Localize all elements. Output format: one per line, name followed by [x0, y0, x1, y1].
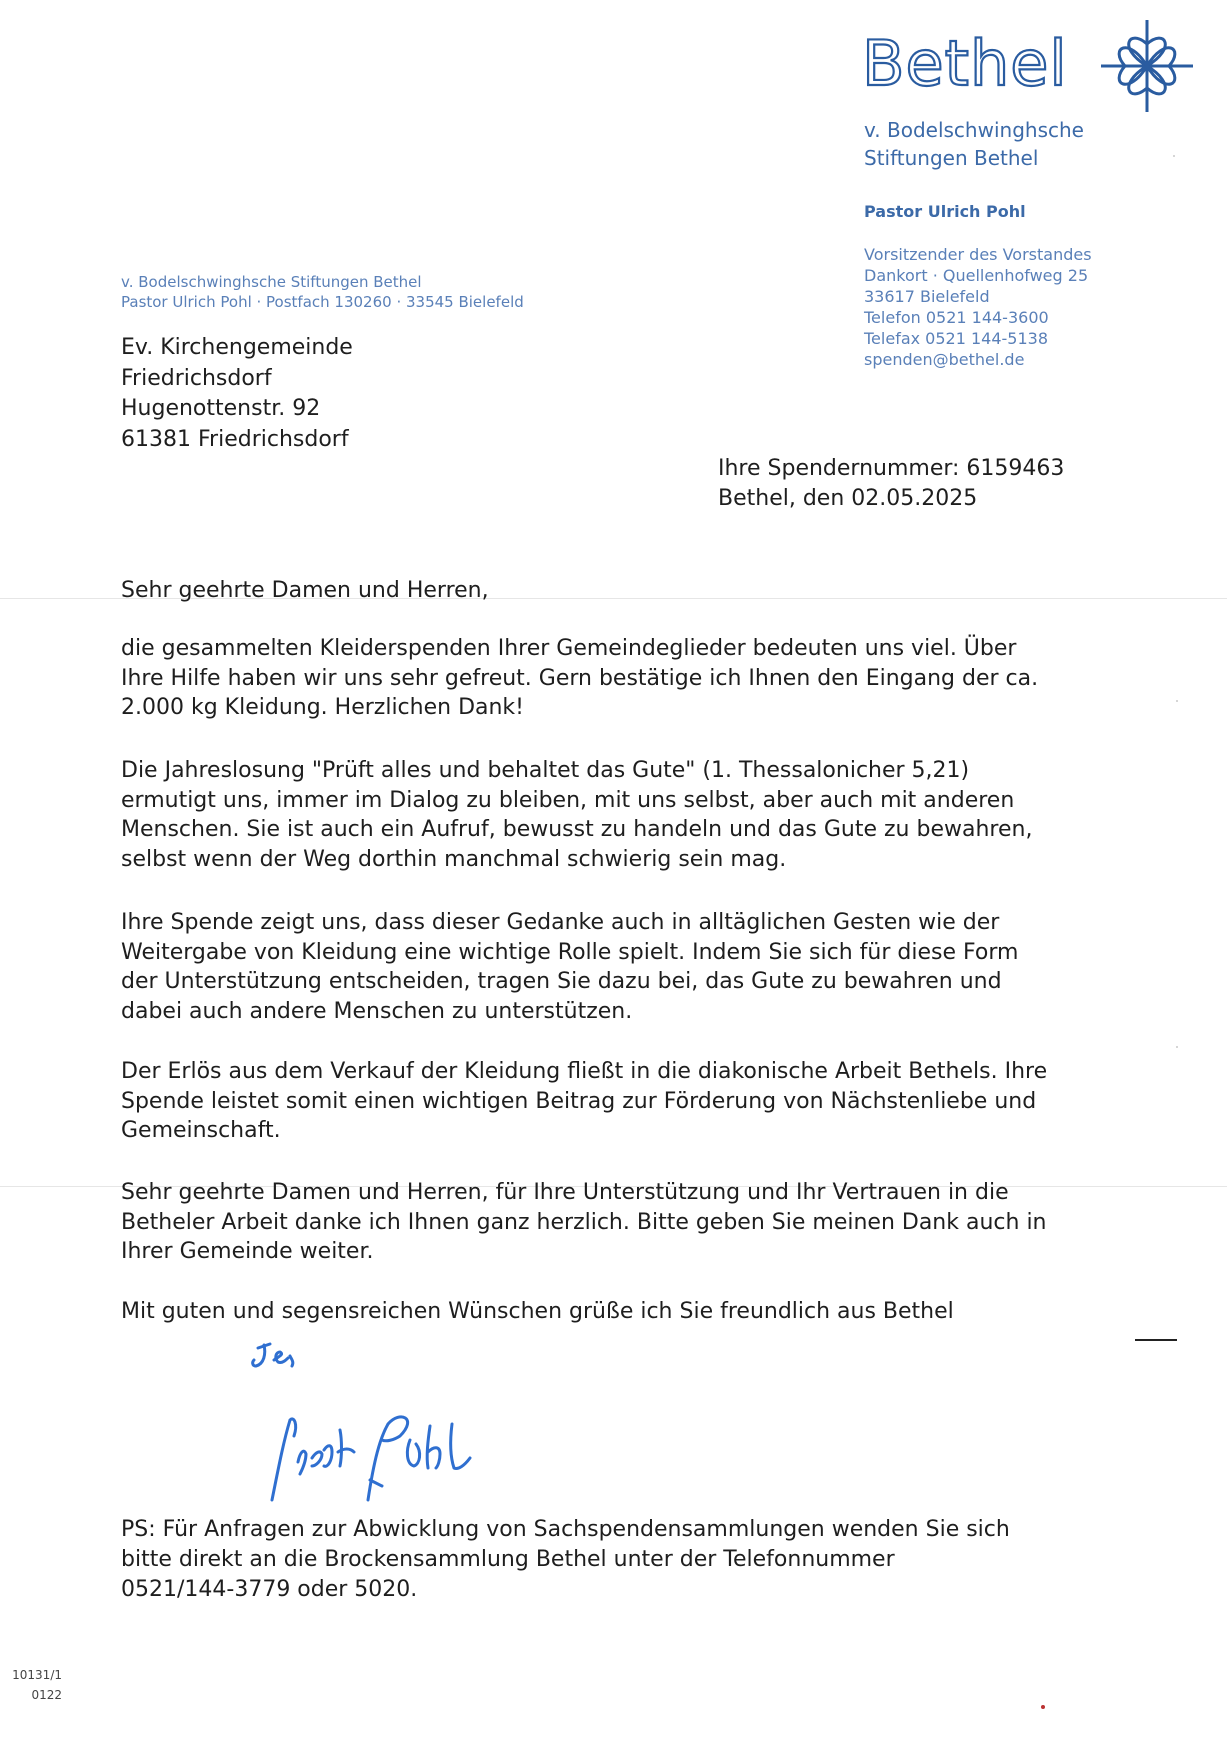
sender-line: Pastor Ulrich Pohl · Postfach 130260 · 33545 Bielefeld [121, 293, 524, 311]
bethel-cross-icon [1099, 18, 1195, 114]
paragraph-line: Betheler Arbeit danke ich Ihnen ganz herzlich. Bitte geben Sie meinen Dank auch in [121, 1209, 1047, 1235]
paragraph-line: Ihre Hilfe haben wir uns sehr gefreut. Gern bestätige ich Ihnen den Eingang der ca. [121, 665, 1039, 691]
postscript-line: 0521/144-3779 oder 5020. [121, 1577, 418, 1602]
paragraph-line: ermutigt uns, immer im Dialog zu bleiben, mit uns selbst, aber auch mit anderen [121, 787, 1015, 813]
paragraph-line: Der Erlös aus dem Verkauf der Kleidung fließt in die diakonische Arbeit Bethels. Ihre [121, 1059, 1048, 1084]
recipient-line: Friedrichsdorf [121, 365, 272, 391]
contact-block [864, 244, 1092, 370]
letter-date: Bethel, den 02.05.2025 [718, 486, 978, 511]
dust-speck [1176, 700, 1178, 702]
paragraph-line: Spende leistet somit einen wichtigen Beitrag zur Förderung von Nächstenliebe und [121, 1088, 1037, 1114]
body-paragraph [121, 756, 1032, 875]
paragraph-line: Ihre Spende zeigt uns, dass dieser Gedanke auch in alltäglichen Gesten wie der [121, 910, 1000, 935]
pastor-name: Pastor Ulrich Pohl [864, 202, 1026, 221]
body-paragraph [121, 634, 1038, 723]
paragraph-line: selbst wenn der Weg dorthin manchmal schwierig sein mag. [121, 847, 787, 873]
sender-line: v. Bodelschwinghsche Stiftungen Bethel [121, 273, 422, 291]
recipient-line: Ev. Kirchengemeinde [121, 335, 353, 360]
organization-name [864, 116, 1084, 172]
paragraph-line: Ihrer Gemeinde weiter. [121, 1239, 374, 1265]
paragraph-line: Menschen. Sie ist auch ein Aufruf, bewusst zu handeln und das Gute zu bewahren, [121, 817, 1033, 843]
ink-speck [1041, 1705, 1045, 1709]
contact-line: 33617 Bielefeld [864, 287, 990, 306]
paragraph-line: Gemeinschaft. [121, 1118, 281, 1144]
fold-mark [1135, 1339, 1177, 1341]
dust-speck [1173, 155, 1175, 157]
logo-wordmark: Bethel [862, 27, 1068, 100]
form-code [8, 1665, 62, 1705]
contact-email: spenden@bethel.de [864, 350, 1025, 369]
org-line: Stiftungen Bethel [864, 146, 1039, 170]
paragraph-line: die gesammelten Kleiderspenden Ihrer Gemeindeglieder bedeuten uns viel. Über [121, 636, 1017, 661]
paragraph-line: der Unterstützung entscheiden, tragen Sie dazu bei, das Gute zu bewahren und [121, 969, 1002, 995]
contact-line: Dankort · Quellenhofweg 25 [864, 266, 1089, 285]
sender-return-address [121, 272, 524, 312]
handwritten-signature [250, 1340, 550, 1520]
paragraph-line: Sehr geehrte Damen und Herren, für Ihre Unterstützung und Ihr Vertrauen in die [121, 1180, 1009, 1205]
paragraph-line: Weitergabe von Kleidung eine wichtige Rolle spielt. Indem Sie sich für diese Form [121, 939, 1019, 965]
recipient-line: 61381 Friedrichsdorf [121, 426, 349, 452]
postscript-line: bitte direkt an die Brockensammlung Bethel unter der Telefonnummer [121, 1547, 895, 1572]
reference-block [718, 454, 1064, 514]
paragraph-line: dabei auch andere Menschen zu unterstützen. [121, 999, 633, 1025]
contact-line: Telefax 0521 144-5138 [864, 329, 1049, 348]
dust-speck [1176, 1046, 1178, 1048]
body-paragraph [121, 1178, 1047, 1267]
form-code-line: 0122 [31, 1688, 62, 1702]
paragraph-line: 2.000 kg Kleidung. Herzlichen Dank! [121, 695, 524, 721]
body-paragraph [121, 1057, 1047, 1146]
recipient-line: Hugenottenstr. 92 [121, 396, 321, 421]
paragraph-line: Die Jahreslosung "Prüft alles und behaltet das Gute" (1. Thessalonicher 5,21) [121, 758, 970, 783]
recipient-address [121, 333, 353, 455]
org-line: v. Bodelschwinghsche [864, 118, 1084, 142]
postscript [121, 1515, 1010, 1605]
salutation: Sehr geehrte Damen und Herren, [121, 578, 489, 603]
contact-line: Telefon 0521 144-3600 [864, 308, 1049, 327]
contact-line: Vorsitzender des Vorstandes [864, 245, 1092, 264]
donor-number: Ihre Spendernummer: 6159463 [718, 456, 1065, 481]
form-code-line: 10131/1 [12, 1668, 62, 1682]
body-paragraph [121, 908, 1018, 1027]
closing-line: Mit guten und segensreichen Wünschen grüße ich Sie freundlich aus Bethel [121, 1299, 954, 1324]
postscript-line: PS: Für Anfragen zur Abwicklung von Sachspendensammlungen wenden Sie sich [121, 1517, 1010, 1542]
